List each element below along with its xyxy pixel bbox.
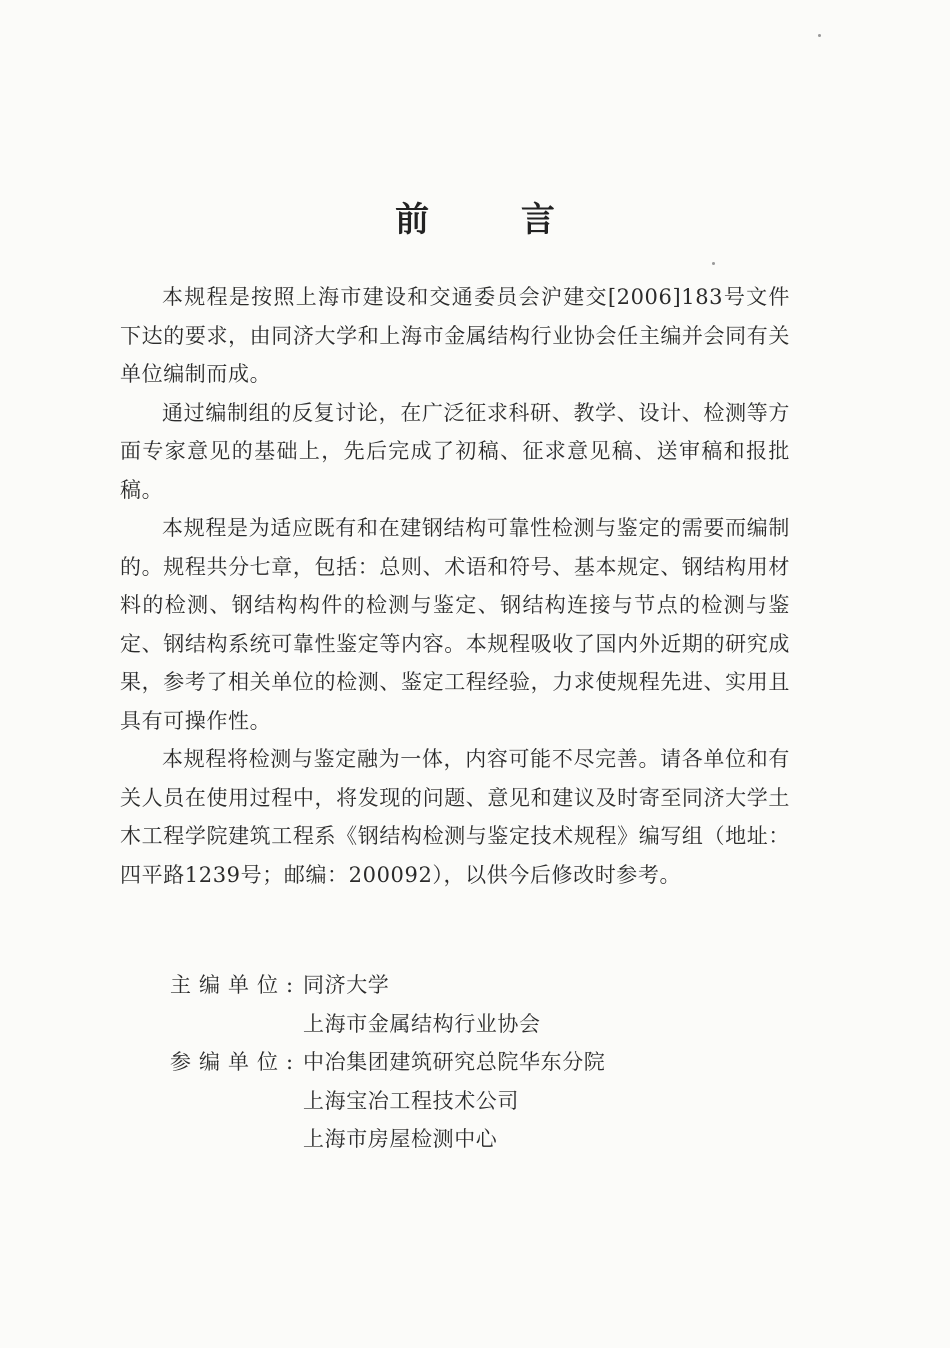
participating-label: 参编单位 :	[170, 1043, 303, 1159]
chief-editor-units	[170, 966, 810, 1043]
participating-unit: 上海市房屋检测中心	[303, 1127, 498, 1151]
paragraph-3: 本规程是为适应既有和在建钢结构可靠性检测与鉴定的需要而编制的。规程共分七章，包括：总则、术语和符号、基本规定、钢结构用材料的检测、钢结构构件的检测与鉴定、钢结构连接与节点的检测与鉴定、钢结构系统可靠性鉴定等内容。本规程吸收了国内外近期的研究成果，参考了相关单位的检测、鉴定工程经验，力求使规程先进、实用且具有可操作性。	[120, 516, 790, 733]
preface-body	[120, 278, 790, 894]
paragraph-1: 本规程是按照上海市建设和交通委员会沪建交[2006]183号文件下达的要求，由同济大学和上海市金属结构行业协会任主编并会同有关单位编制而成。	[120, 285, 790, 386]
scan-speck	[818, 34, 821, 37]
chief-editor-unit: 同济大学	[303, 973, 390, 997]
paragraph-2: 通过编制组的反复讨论，在广泛征求科研、教学、设计、检测等方面专家意见的基础上，先后完成了初稿、征求意见稿、送审稿和报批稿。	[120, 400, 790, 502]
paragraph-4: 本规程将检测与鉴定融为一体，内容可能不尽完善。请各单位和有关人员在使用过程中，将发现的问题、意见和建议及时寄至同济大学土木工程学院建筑工程系《钢结构检测与鉴定技术规程》编写组（地址：四平路1239号；邮编：200092），以供今后修改时参考。	[120, 747, 790, 887]
editing-units	[170, 966, 810, 1159]
page-title: 前 言	[395, 200, 595, 240]
scan-speck	[712, 262, 715, 265]
participating-units	[170, 1043, 810, 1159]
participating-unit: 上海宝冶工程技术公司	[303, 1088, 519, 1113]
chief-editor-label: 主编单位 :	[170, 966, 303, 1043]
chief-editor-unit: 上海市金属结构行业协会	[303, 1011, 541, 1036]
participating-unit: 中冶集团建筑研究总院华东分院	[303, 1050, 606, 1074]
